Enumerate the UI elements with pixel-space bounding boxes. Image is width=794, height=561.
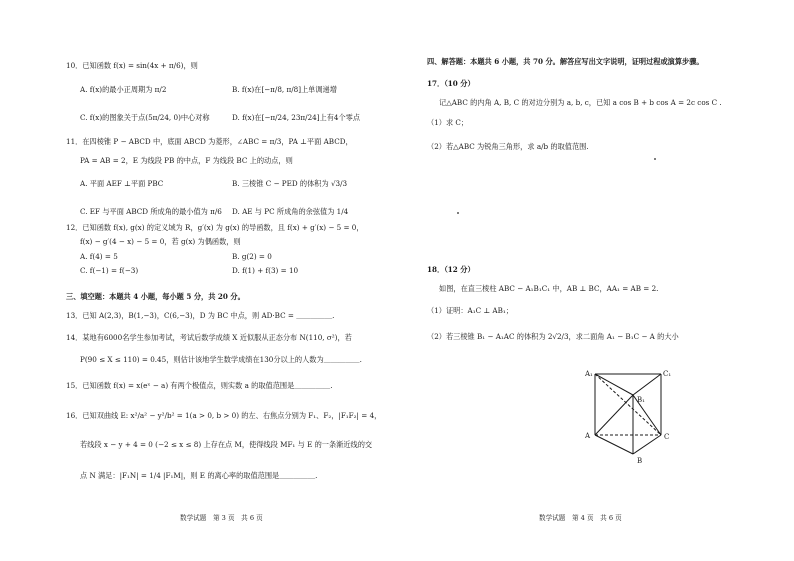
scan-speck [654, 158, 656, 160]
q10-option-d: D. f(x)在[−π/24, 23π/24]上有4个零点 [232, 113, 361, 122]
q17-part-1: （1）求 C； [427, 118, 469, 127]
edge-b-c [633, 435, 661, 454]
q12-line-2: f(x) − g′(4 − x) − 5 = 0，若 g(x) 为偶函数，则 [80, 237, 241, 246]
q16-line-2: 若线段 x − y + 4 = 0 (−2 ≤ x ≤ 8) 上存在点 M，使得线段 MF₁ 与 E 的一条渐近线的交 [80, 440, 373, 449]
label-a: A [585, 432, 591, 440]
q15: 15．已知函数 f(x) = x(eˣ − a) 有两个极值点，则实数 a 的取值范围是＿＿＿＿＿. [66, 381, 333, 390]
q12-option-d: D. f(1) + f(3) = 10 [232, 266, 299, 275]
q10-option-b: B. f(x)在[−π/8, π/8]上单调递增 [232, 85, 337, 94]
q16-line-3: 点 N 满足：|F₁N| = 1/4 |F₁M|，则 E 的离心率的取值范围是＿＿＿＿＿. [80, 471, 318, 480]
q17-part-2: （2）若△ABC 为锐角三角形，求 a/b 的取值范围. [427, 142, 589, 151]
section-4-heading: 四、解答题：本题共 6 小题，共 70 分。解答应写出文字说明，证明过程或演算步骤。 [427, 57, 704, 66]
q11-line-1: 11．在四棱锥 P − ABCD 中，底面 ABCD 为菱形，∠ABC = π/3，PA ⊥平面 ABCD， [66, 137, 353, 146]
q10-stem: 10．已知函数 f(x) = sin(4x + π/6)，则 [66, 61, 198, 70]
q18-part-1: （1）证明：A₁C ⊥ AB₁； [427, 306, 513, 315]
q12-option-a: A. f(4) = 5 [80, 252, 118, 261]
q11-option-a: A. 平面 AEF ⊥平面 PBC [80, 179, 164, 188]
page-3-footer: 数学试题 第 3 页 共 6 页 [180, 514, 263, 522]
q11-option-b: B. 三棱锥 C − PED 的体积为 √3/3 [232, 179, 348, 188]
label-a1: A₁ [585, 370, 593, 378]
q18-header: 18．（12 分） [427, 265, 475, 274]
q11-option-c: C. EF 与平面 ABCD 所成角的最小值为 π/6 [80, 207, 222, 216]
q10-option-c: C. f(x)的图象关于点(5π/24, 0)中心对称 [80, 113, 210, 122]
q12-option-b: B. g(2) = 0 [232, 252, 272, 261]
diag-a-b1 [595, 395, 633, 435]
q18-part-2: （2）若三棱锥 B₁ − A₁AC 的体积为 2√2/3，求二面角 A₁ − B₁C − A 的大小 [427, 332, 679, 341]
q12-option-c: C. f(−1) = f(−3) [80, 266, 139, 275]
q13: 13．已知 A(2,3)，B(1,−3)，C(6,−3)，D 为 BC 中点，则 AD·BC = ＿＿＿＿＿. [66, 311, 335, 320]
scan-speck [457, 212, 459, 214]
q17-header: 17．（10 分） [427, 79, 475, 88]
q14-line-1: 14．某地有6000名学生参加考试，考试后数学成绩 X 近似服从正态分布 N(110, σ²)，若 [66, 333, 352, 342]
q14-line-2: P(90 ≤ X ≤ 110) = 0.45，则估计该地学生数学成绩在130分以上的人数为＿＿＿＿＿. [80, 355, 362, 364]
q12-line-1: 12．已知函数 f(x), g(x) 的定义域为 R，g′(x) 为 g(x) 的导函数，且 f(x) + g′(x) − 5 = 0， [66, 223, 364, 232]
q16-line-1: 16．已知双曲线 E: x²/a² − y²/b² = 1(a > 0, b > 0) 的左、右焦点分别为 F₁、F₂，|F₁F₂| = 4， [66, 411, 382, 420]
q11-line-2: PA = AB = 2，E 为线段 PB 的中点，F 为线段 BC 上的动点，则 [80, 156, 293, 165]
label-b1: B₁ [637, 396, 645, 404]
edge-b1-c1 [633, 374, 661, 395]
label-c1: C₁ [663, 370, 672, 378]
section-3-heading: 三、填空题：本题共 4 小题，每小题 5 分，共 20 分。 [66, 292, 245, 301]
q17-stem: 记△ABC 的内角 A, B, C 的对边分别为 a, b, c，已知 a cos B + b cos A = 2c cos C . [439, 98, 722, 107]
q10-option-a: A. f(x)的最小正周期为 π/2 [80, 85, 167, 94]
diag-a1-c [595, 374, 661, 435]
exam-page-4 [397, 0, 794, 561]
q18-stem: 如图，在直三棱柱 ABC − A₁B₁C₁ 中，AB ⊥ BC，AA₁ = AB = 2. [439, 284, 659, 293]
label-b: B [637, 457, 643, 465]
edge-a-b [595, 435, 633, 454]
label-c: C [664, 433, 670, 441]
prism-figure [577, 362, 677, 467]
q11-option-d: D. AE 与 PC 所成角的余弦值为 1/4 [232, 207, 349, 216]
page-4-footer: 数学试题 第 4 页 共 6 页 [539, 514, 622, 522]
